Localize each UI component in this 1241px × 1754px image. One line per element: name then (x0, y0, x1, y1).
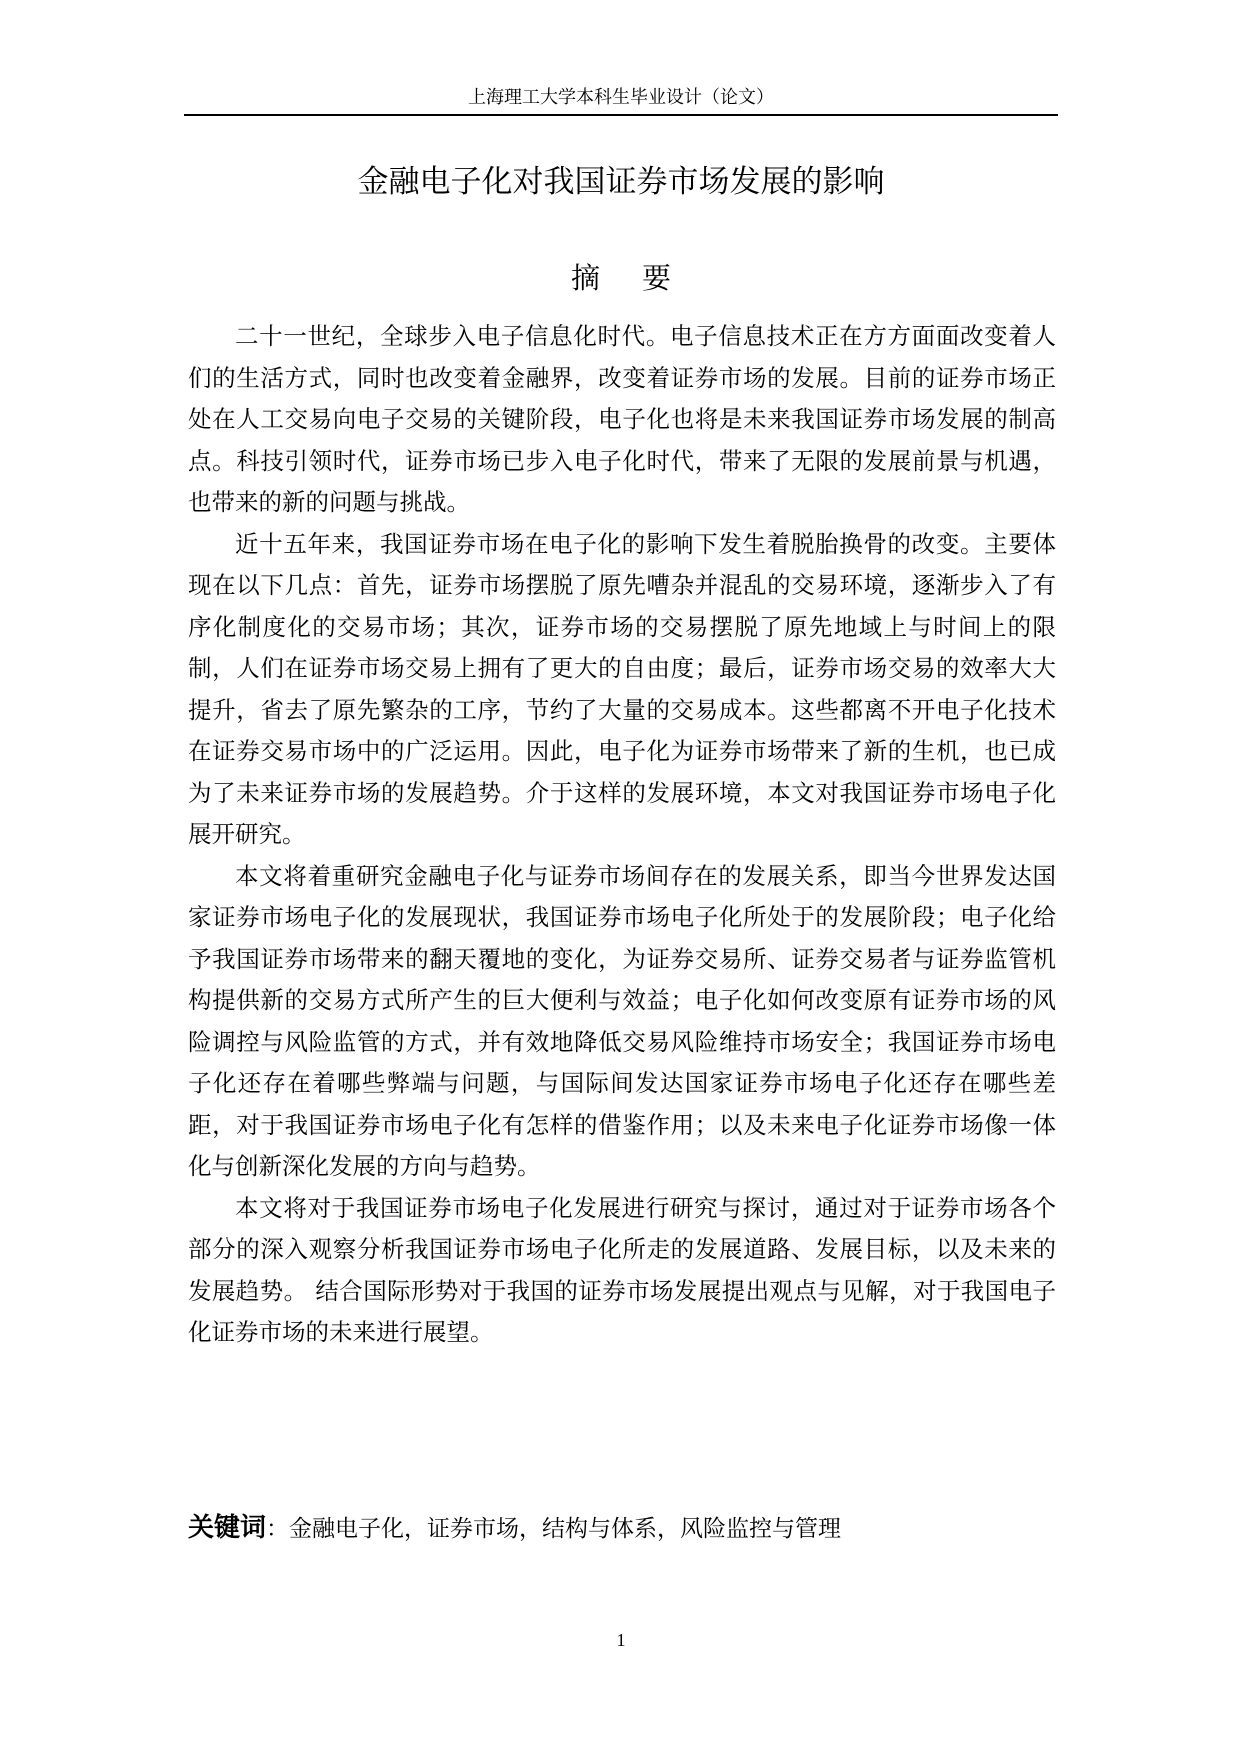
keywords-separator: ： (266, 1516, 290, 1542)
page-number: 1 (616, 1630, 626, 1650)
abstract-paragraph-2: 近十五年来，我国证券市场在电子化的影响下发生着脱胎换骨的改变。主要体现在以下几点：首先，证券市场摆脱了原先嘈杂并混乱的交易环境，逐渐步入了有序化制度化的交易市场；其次，证券市场的交易摆脱了原先地域上与时间上的限制，人们在证券市场交易上拥有了更大的自由度；最后，证券市场交易的效率大大提升，省去了原先繁杂的工序，节约了大量的交易成本。这些都离不开电子化技术在证券交易市场中的广泛运用。因此，电子化为证券市场带来了新的生机，也已成为了未来证券市场的发展趋势。介于这样的发展环境，本文对我国证券市场电子化展开研究。 (188, 529, 1056, 848)
keywords-line (188, 1510, 1056, 1547)
document-title: 金融电子化对我国证券市场发展的影响 (357, 164, 885, 200)
abstract-heading: 摘要 (570, 261, 713, 295)
abstract-body (188, 316, 1056, 1354)
header-rule (184, 114, 1058, 116)
abstract-paragraph-1: 二十一世纪，全球步入电子信息化时代。电子信息技术正在方方面面改变着人们的生活方式，同时也改变着金融界，改变着证券市场的发展。目前的证券市场正处在人工交易向电子交易的关键阶段，电子化也将是未来我国证券市场发展的制高点。科技引领时代，证券市场已步入电子化时代，带来了无限的发展前景与机遇，也带来的新的问题与挑战。 (188, 322, 1056, 516)
keywords-label: 关键词 (188, 1513, 267, 1543)
keywords-text: 金融电子化，证券市场，结构与体系，风险监控与管理 (289, 1516, 842, 1542)
abstract-paragraph-4: 本文将对于我国证券市场电子化发展进行研究与探讨，通过对于证券市场各个部分的深入观察分析我国证券市场电子化所走的发展道路、发展目标，以及未来的发展趋势。 结合国际形势对于我国的证券市场发展提出观点与见解，对于我国电子化证券市场的未来进行展望。 (188, 1193, 1056, 1346)
abstract-paragraph-3: 本文将着重研究金融电子化与证券市场间存在的发展关系，即当今世界发达国家证券市场电子化的发展现状，我国证券市场电子化所处于的发展阶段；电子化给予我国证券市场带来的翻天覆地的变化，为证券交易所、证券交易者与证券监管机构提供新的交易方式所产生的巨大便利与效益；电子化如何改变原有证券市场的风险调控与风险监管的方式，并有效地降低交易风险维持市场安全；我国证券市场电子化还存在着哪些弊端与问题，与国际间发达国家证券市场电子化还存在哪些差距，对于我国证券市场电子化有怎样的借鉴作用；以及未来电子化证券市场像一体化与创新深化发展的方向与趋势。 (188, 861, 1056, 1180)
running-header: 上海理工大学本科生毕业设计（论文） (468, 87, 774, 108)
